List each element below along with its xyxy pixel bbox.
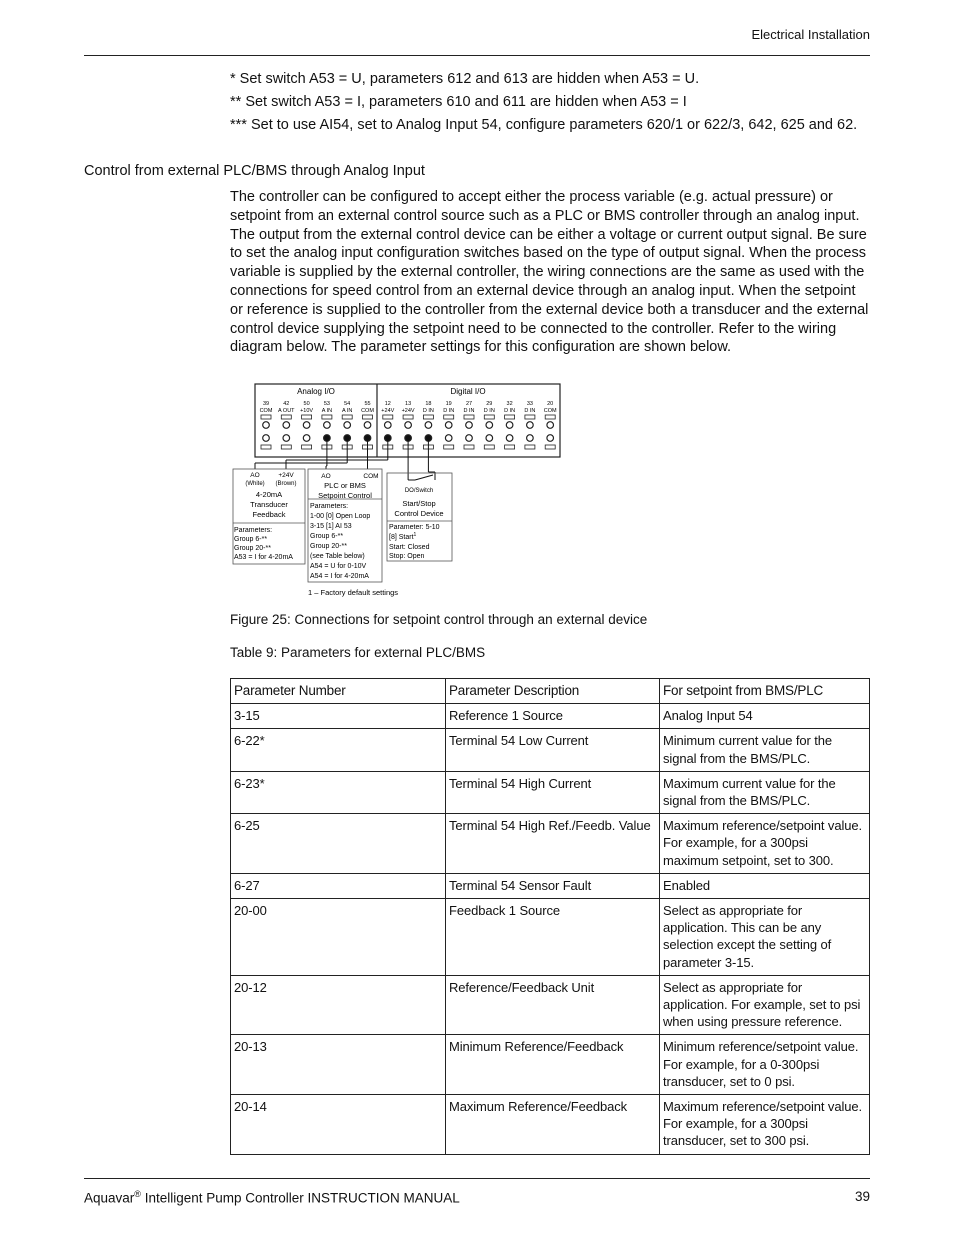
digital-io-label: Digital I/O bbox=[450, 387, 486, 396]
wiring-diagram-svg bbox=[230, 380, 570, 602]
plc-box bbox=[308, 469, 382, 582]
terminal-upper-contact bbox=[486, 422, 493, 429]
terminal-upper-contact bbox=[263, 422, 270, 429]
terminal-screw bbox=[484, 415, 494, 419]
transducer-param-1: Parameters: bbox=[234, 527, 273, 534]
terminal-screw bbox=[363, 415, 373, 419]
plc-param-7: A54 = U for 0-10V bbox=[310, 563, 367, 570]
terminal-lower-contact bbox=[547, 435, 554, 442]
header-section-title: Electrical Installation bbox=[751, 27, 870, 42]
terminal-screw bbox=[403, 415, 413, 419]
section-title: Control from external PLC/BMS through Analog Input bbox=[84, 163, 425, 179]
plc-param-3: 3-15 [1] AI 53 bbox=[310, 523, 352, 530]
plc-param-8: A54 = I for 4-20mA bbox=[310, 573, 369, 580]
transducer-param-4: A53 = I for 4-20mA bbox=[234, 554, 293, 561]
note-2: ** Set switch A53 = I, parameters 610 and 611 are hidden when A53 = I bbox=[230, 94, 687, 110]
startstop-title-2: Control Device bbox=[394, 509, 444, 518]
terminal-upper-contact bbox=[324, 422, 331, 429]
terminal-screw bbox=[342, 415, 352, 419]
table-row bbox=[231, 729, 870, 771]
terminal-27 bbox=[464, 401, 475, 449]
switch-blade bbox=[415, 475, 433, 480]
terminal-lower-contact bbox=[303, 435, 310, 442]
terminal-lower-contact bbox=[506, 435, 513, 442]
cell-setpoint-value: Analog Input 54 bbox=[660, 704, 870, 729]
header-parameter-description: Parameter Description bbox=[446, 679, 660, 704]
startstop-title-1: Start/Stop bbox=[402, 499, 436, 508]
cell-parameter-number: 6-27 bbox=[231, 873, 446, 898]
table-row bbox=[231, 1095, 870, 1155]
terminal-number: 33 bbox=[526, 401, 533, 407]
terminal-clamp bbox=[261, 445, 271, 449]
terminal-upper-contact bbox=[405, 422, 412, 429]
terminal-number: 53 bbox=[323, 401, 330, 407]
terminal-upper-contact bbox=[364, 422, 371, 429]
transducer-24v-color: (Brown) bbox=[275, 481, 297, 487]
terminal-clamp bbox=[525, 445, 535, 449]
transducer-24v: +24V bbox=[278, 472, 294, 479]
cell-parameter-description: Terminal 54 Low Current bbox=[446, 729, 660, 771]
page-number: 39 bbox=[854, 1189, 870, 1204]
transducer-title-3: Feedback bbox=[252, 510, 286, 519]
table-row bbox=[231, 1035, 870, 1095]
terminal-label: +10V bbox=[300, 408, 314, 414]
cell-parameter-description: Maximum Reference/Feedback bbox=[446, 1095, 660, 1155]
terminal-39 bbox=[260, 401, 273, 449]
terminal-label: A IN bbox=[321, 408, 333, 414]
diagram-footnote: 1 – Factory default settings bbox=[308, 588, 399, 597]
terminal-number: 54 bbox=[344, 401, 351, 407]
body-paragraph: The controller can be configured to accept either the process variable (e.g. actual pressure) or setpoint from an external control source such as a PLC or BMS controller through an analog input. The output from the external control device can be either a voltage or current output signal. Be sure to set the analog input configuration switches based on the type of output signal. When the process variable is supplied by the external controller, the wiring connections are the same as used with the connections for speed control from an external device through an analog input. When the setpoint or reference is supplied to the controller from the external device both a transducer and the external control device supplying the setpoint need to be connected to the controller. Refer to the wiring diagram below. The parameter settings for this configuration are shown below. bbox=[230, 189, 869, 356]
footnotes bbox=[230, 70, 870, 139]
table-row bbox=[231, 899, 870, 976]
terminal-29 bbox=[484, 401, 495, 449]
terminal-screw bbox=[525, 415, 535, 419]
table-header-row bbox=[231, 679, 870, 704]
cell-setpoint-value: Minimum current value for the signal from the BMS/PLC. bbox=[660, 729, 870, 771]
terminal-label: COM bbox=[259, 408, 273, 414]
terminal-lower-contact bbox=[527, 435, 534, 442]
terminal-number: 32 bbox=[506, 401, 513, 407]
terminal-number: 18 bbox=[425, 401, 432, 407]
startstop-param-3: Start: Closed bbox=[389, 544, 430, 551]
terminal-label: D IN bbox=[524, 408, 536, 414]
cell-parameter-description: Feedback 1 Source bbox=[446, 899, 660, 976]
note-3: *** Set to use AI54, set to Analog Input 54, configure parameters 620/1 or 622/3, 642, 625 and 62. bbox=[230, 117, 858, 133]
terminal-screw bbox=[423, 415, 433, 419]
terminal-label: COM bbox=[543, 408, 557, 414]
terminal-label: +24V bbox=[401, 408, 415, 414]
cell-parameter-description: Reference 1 Source bbox=[446, 704, 660, 729]
terminal-upper-contact bbox=[385, 422, 392, 429]
switch-label: DO/Switch bbox=[404, 488, 434, 494]
terminal-lower-contact bbox=[283, 435, 290, 442]
terminal-lower-contact bbox=[466, 435, 473, 442]
terminal-number: 27 bbox=[465, 401, 473, 407]
cell-setpoint-value: Maximum current value for the signal from the BMS/PLC. bbox=[660, 771, 870, 813]
cell-parameter-description: Terminal 54 Sensor Fault bbox=[446, 873, 660, 898]
terminal-screw bbox=[302, 415, 312, 419]
plc-com: COM bbox=[363, 473, 379, 480]
terminal-number: 20 bbox=[547, 401, 554, 407]
cell-parameter-number: 6-22* bbox=[231, 729, 446, 771]
footer-manual-title: Aquavar® Intelligent Pump Controller INSTRUCTION MANUAL bbox=[84, 1189, 460, 1206]
cell-parameter-number: 6-23* bbox=[231, 771, 446, 813]
terminal-clamp bbox=[444, 445, 454, 449]
startstop-param-1: Parameter: 5-10 bbox=[389, 524, 440, 531]
terminal-32 bbox=[504, 401, 515, 449]
plc-param-2: 1-00 [0] Open Loop bbox=[310, 513, 371, 520]
terminal-screw bbox=[281, 415, 291, 419]
cell-setpoint-value: Maximum reference/setpoint value. For example, for a 300psi transducer, set to 300 psi. bbox=[660, 1095, 870, 1155]
terminal-clamp bbox=[464, 445, 474, 449]
terminal-upper-contact bbox=[425, 422, 432, 429]
plc-title-1: PLC or BMS bbox=[324, 481, 366, 490]
terminal-20 bbox=[544, 401, 557, 449]
terminal-label: D IN bbox=[422, 408, 434, 414]
table-row bbox=[231, 771, 870, 813]
analog-io-label: Analog I/O bbox=[297, 387, 335, 396]
terminal-number: 42 bbox=[283, 401, 290, 407]
terminal-number: 39 bbox=[262, 401, 270, 407]
terminal-screw bbox=[464, 415, 474, 419]
cell-setpoint-value: Select as appropriate for application. For example, set to psi when using pressure reference. bbox=[660, 975, 870, 1035]
terminal-clamp bbox=[484, 445, 494, 449]
cell-parameter-number: 20-12 bbox=[231, 975, 446, 1035]
cell-setpoint-value: Enabled bbox=[660, 873, 870, 898]
terminal-screw bbox=[322, 415, 332, 419]
cell-parameter-number: 20-00 bbox=[231, 899, 446, 976]
terminal-19 bbox=[443, 401, 454, 449]
page-footer bbox=[84, 1178, 870, 1209]
terminal-lower-contact bbox=[263, 435, 270, 442]
plc-param-1: Parameters: bbox=[310, 503, 349, 510]
table-row bbox=[231, 704, 870, 729]
transducer-param-3: Group 20-** bbox=[234, 545, 271, 552]
figure-caption: Figure 25: Connections for setpoint control through an external device bbox=[230, 612, 648, 627]
startstop-param-2: [8] Start$^1$ bbox=[389, 532, 417, 541]
terminal-label: D IN bbox=[483, 408, 495, 414]
wiring-diagram bbox=[230, 380, 570, 607]
page-header bbox=[84, 22, 870, 56]
terminal-number: 55 bbox=[364, 401, 371, 407]
terminal-screw bbox=[545, 415, 555, 419]
terminal-label: D IN bbox=[504, 408, 516, 414]
table-row bbox=[231, 873, 870, 898]
terminal-number: 13 bbox=[405, 401, 412, 407]
terminal-clamp bbox=[505, 445, 515, 449]
table-caption: Table 9: Parameters for external PLC/BMS bbox=[230, 645, 486, 660]
terminal-label: D IN bbox=[463, 408, 475, 414]
terminal-label: +24V bbox=[381, 408, 395, 414]
header-setpoint: For setpoint from BMS/PLC bbox=[660, 679, 870, 704]
cell-parameter-number: 3-15 bbox=[231, 704, 446, 729]
plc-param-5: Group 20-** bbox=[310, 543, 347, 550]
terminal-upper-contact bbox=[527, 422, 534, 429]
terminal-upper-contact bbox=[344, 422, 351, 429]
cell-setpoint-value: Select as appropriate for application. This can be any selection except the setting of parameter 3-15. bbox=[660, 899, 870, 976]
cell-parameter-description: Terminal 54 High Current bbox=[446, 771, 660, 813]
terminal-upper-contact bbox=[445, 422, 452, 429]
transducer-title-1: 4-20mA bbox=[255, 490, 283, 499]
terminal-clamp bbox=[281, 445, 291, 449]
cell-parameter-description: Terminal 54 High Ref./Feedb. Value bbox=[446, 814, 660, 874]
transducer-param-2: Group 6-** bbox=[234, 536, 268, 543]
terminal-upper-contact bbox=[466, 422, 473, 429]
terminal-upper-contact bbox=[283, 422, 290, 429]
terminal-label: A IN bbox=[341, 408, 353, 414]
terminal-label: A OUT bbox=[278, 408, 295, 414]
startstop-param-4: Stop: Open bbox=[389, 553, 425, 560]
note-1: * Set switch A53 = U, parameters 612 and 613 are hidden when A53 = U. bbox=[230, 71, 700, 87]
transducer-ao-color: (White) bbox=[245, 481, 265, 487]
terminal-33 bbox=[524, 401, 535, 449]
terminal-screw bbox=[505, 415, 515, 419]
plc-title-2: Setpoint Control bbox=[318, 491, 372, 500]
cell-parameter-description: Reference/Feedback Unit bbox=[446, 975, 660, 1035]
cell-parameter-number: 20-13 bbox=[231, 1035, 446, 1095]
terminal-screw bbox=[261, 415, 271, 419]
terminal-number: 50 bbox=[303, 401, 310, 407]
table-row bbox=[231, 975, 870, 1035]
plc-ao: AO bbox=[321, 473, 331, 480]
cell-setpoint-value: Minimum reference/setpoint value. For example, for a 0-300psi transducer, set to 0 psi. bbox=[660, 1035, 870, 1095]
cell-setpoint-value: Maximum reference/setpoint value. For example, for a 300psi maximum setpoint, set to 300. bbox=[660, 814, 870, 874]
terminal-50 bbox=[300, 401, 313, 449]
terminal-lower-contact bbox=[445, 435, 452, 442]
terminal-number: 12 bbox=[384, 401, 391, 407]
terminal-upper-contact bbox=[303, 422, 310, 429]
transducer-title-2: Transducer bbox=[250, 500, 288, 509]
terminal-upper-contact bbox=[506, 422, 513, 429]
terminal-screw bbox=[383, 415, 393, 419]
table-body bbox=[231, 704, 870, 1154]
terminal-label: COM bbox=[361, 408, 374, 414]
transducer-box bbox=[233, 469, 305, 564]
startstop-box bbox=[387, 473, 452, 561]
terminal-clamp bbox=[302, 445, 312, 449]
terminal-clamp bbox=[545, 445, 555, 449]
terminal-number: 29 bbox=[486, 401, 493, 407]
terminal-number: 19 bbox=[445, 401, 452, 407]
terminal-42 bbox=[278, 401, 295, 449]
terminal-upper-contact bbox=[547, 422, 554, 429]
parameters-table bbox=[230, 678, 870, 1155]
transducer-ao: AO bbox=[250, 472, 260, 479]
terminal-lower-contact bbox=[486, 435, 493, 442]
cell-parameter-number: 6-25 bbox=[231, 814, 446, 874]
cell-parameter-description: Minimum Reference/Feedback bbox=[446, 1035, 660, 1095]
table-row bbox=[231, 814, 870, 874]
terminal-label: D IN bbox=[443, 408, 455, 414]
plc-param-4: Group 6-** bbox=[310, 533, 344, 540]
plc-param-6: (see Table below) bbox=[310, 553, 365, 560]
header-parameter-number: Parameter Number bbox=[231, 679, 446, 704]
terminal-screw bbox=[444, 415, 454, 419]
cell-parameter-number: 20-14 bbox=[231, 1095, 446, 1155]
